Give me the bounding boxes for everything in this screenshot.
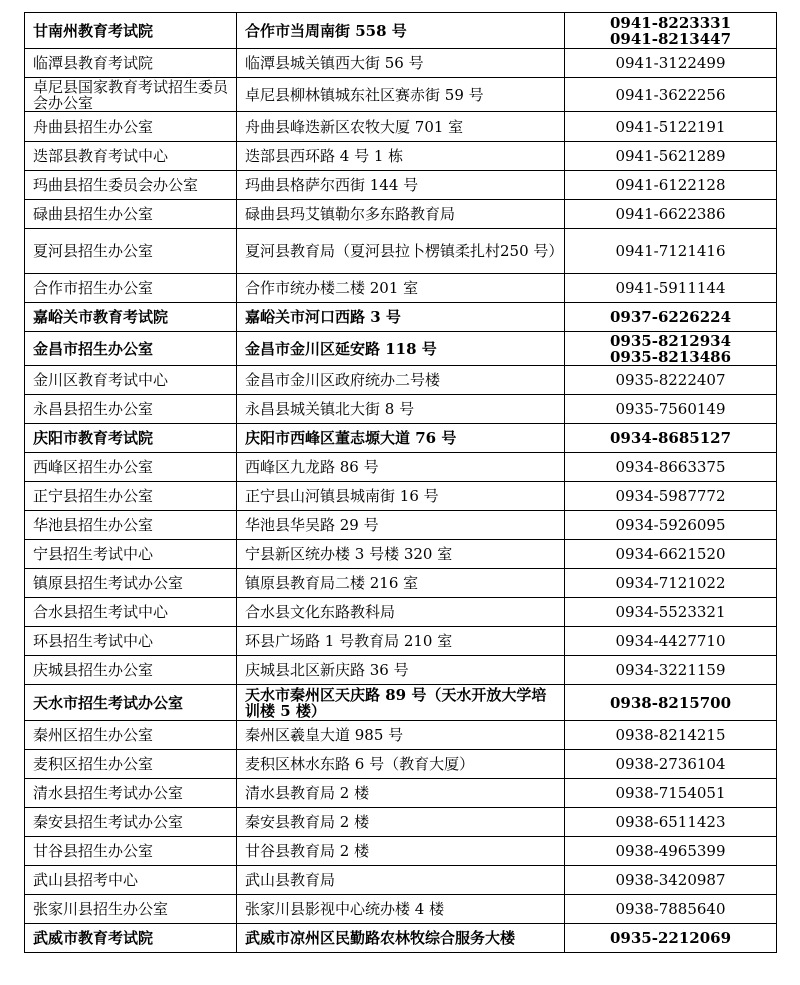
table-row (25, 721, 777, 750)
phone-number: 0935-7560149 (615, 400, 726, 418)
phone-number: 0941-3122499 (615, 54, 726, 72)
cell-phone (565, 685, 777, 721)
phone-number: 0941-5122191 (615, 117, 726, 136)
table-row (25, 779, 777, 808)
cell-organization: 华池县招生办公室 (25, 511, 237, 540)
cell-address: 金昌市金川区政府统办二号楼 (237, 366, 565, 395)
cell-phone (565, 808, 777, 837)
cell-organization: 麦积区招生办公室 (25, 750, 237, 779)
cell-organization: 武威市教育考试院 (25, 924, 237, 953)
cell-phone (565, 424, 777, 453)
cell-organization: 舟曲县招生办公室 (25, 112, 237, 142)
cell-organization: 甘南州教育考试院 (25, 13, 237, 49)
table-row (25, 511, 777, 540)
cell-organization: 宁县招生考试中心 (25, 540, 237, 569)
cell-organization: 镇原县招生考试办公室 (25, 569, 237, 598)
cell-phone (565, 569, 777, 598)
phone-number: 0935-8213486 (609, 347, 732, 366)
table-body (25, 13, 777, 953)
phone-number: 0938-8214215 (615, 726, 726, 744)
phone-number: 0938-4965399 (615, 842, 726, 860)
cell-address: 麦积区林水东路 6 号（教育大厦） (237, 750, 565, 779)
cell-address: 华池县华吴路 29 号 (237, 511, 565, 540)
cell-phone (565, 598, 777, 627)
cell-organization: 环县招生考试中心 (25, 627, 237, 656)
table-row (25, 229, 777, 274)
phone-number: 0934-5926095 (615, 516, 726, 534)
phone-number: 0938-3420987 (615, 871, 726, 889)
cell-address: 临潭县城关镇西大街 56 号 (237, 49, 565, 78)
cell-phone (565, 274, 777, 303)
table-row (25, 598, 777, 627)
phone-number: 0938-2736104 (615, 755, 726, 773)
cell-organization: 玛曲县招生委员会办公室 (25, 171, 237, 200)
cell-organization: 夏河县招生办公室 (25, 229, 237, 274)
cell-organization: 卓尼县国家教育考试招生委员会办公室 (25, 78, 237, 112)
cell-address: 甘谷县教育局 2 楼 (237, 837, 565, 866)
cell-address: 秦州区羲皇大道 985 号 (237, 721, 565, 750)
cell-phone (565, 366, 777, 395)
cell-address: 清水县教育局 2 楼 (237, 779, 565, 808)
phone-number: 0935-8222407 (615, 371, 726, 389)
phone-number: 0934-6621520 (615, 545, 726, 563)
cell-address: 张家川县影视中心统办楼 4 楼 (237, 895, 565, 924)
cell-address: 舟曲县峰迭新区农牧大厦 701 室 (237, 112, 565, 142)
table-row (25, 569, 777, 598)
phone-number: 0938-7885640 (615, 900, 726, 918)
cell-organization: 张家川县招生办公室 (25, 895, 237, 924)
phone-number: 0941-3622256 (615, 85, 726, 104)
phone-number: 0941-6122128 (615, 176, 726, 194)
table-row (25, 627, 777, 656)
cell-address: 正宁县山河镇县城南街 16 号 (237, 482, 565, 511)
cell-address: 嘉峪关市河口西路 3 号 (237, 303, 565, 332)
cell-organization: 天水市招生考试办公室 (25, 685, 237, 721)
table-row (25, 274, 777, 303)
phone-number: 0934-4427710 (615, 632, 726, 650)
table-row (25, 924, 777, 953)
cell-address: 环县广场路 1 号教育局 210 室 (237, 627, 565, 656)
table-row (25, 142, 777, 171)
cell-organization: 合水县招生考试中心 (25, 598, 237, 627)
cell-organization: 合作市招生办公室 (25, 274, 237, 303)
table-row (25, 685, 777, 721)
cell-address: 合作市统办楼二楼 201 室 (237, 274, 565, 303)
cell-phone (565, 895, 777, 924)
cell-phone (565, 229, 777, 274)
cell-address: 迭部县西环路 4 号 1 栋 (237, 142, 565, 171)
table-row (25, 332, 777, 366)
phone-number: 0934-5987772 (615, 487, 726, 505)
phone-number: 0935-8212934 (609, 331, 732, 350)
cell-phone (565, 540, 777, 569)
table-row (25, 656, 777, 685)
cell-address: 武山县教育局 (237, 866, 565, 895)
cell-organization: 永昌县招生办公室 (25, 395, 237, 424)
cell-address: 合水县文化东路教科局 (237, 598, 565, 627)
table-row (25, 112, 777, 142)
cell-phone (565, 482, 777, 511)
cell-address: 夏河县教育局（夏河县拉卜楞镇柔扎村250 号） (237, 229, 565, 274)
cell-organization: 武山县招考中心 (25, 866, 237, 895)
cell-organization: 秦州区招生办公室 (25, 721, 237, 750)
cell-phone (565, 627, 777, 656)
cell-phone (565, 837, 777, 866)
table-row (25, 808, 777, 837)
table-row (25, 540, 777, 569)
cell-phone (565, 200, 777, 229)
table-row (25, 171, 777, 200)
cell-organization: 金昌市招生办公室 (25, 332, 237, 366)
table-row (25, 303, 777, 332)
phone-number: 0941-8223331 (609, 13, 732, 32)
phone-number: 0934-7121022 (615, 574, 726, 592)
cell-phone (565, 303, 777, 332)
cell-organization: 庆阳市教育考试院 (25, 424, 237, 453)
table-row (25, 13, 777, 49)
cell-address: 西峰区九龙路 86 号 (237, 453, 565, 482)
cell-phone (565, 721, 777, 750)
cell-phone (565, 171, 777, 200)
cell-phone (565, 511, 777, 540)
cell-address: 宁县新区统办楼 3 号楼 320 室 (237, 540, 565, 569)
cell-phone (565, 112, 777, 142)
cell-organization: 清水县招生考试办公室 (25, 779, 237, 808)
phone-number: 0938-7154051 (615, 784, 726, 802)
cell-organization: 西峰区招生办公室 (25, 453, 237, 482)
phone-number: 0941-6622386 (615, 205, 726, 223)
cell-address: 天水市秦州区天庆路 89 号（天水开放大学培训楼 5 楼） (237, 685, 565, 721)
cell-organization: 临潭县教育考试院 (25, 49, 237, 78)
cell-address: 镇原县教育局二楼 216 室 (237, 569, 565, 598)
cell-address: 卓尼县柳林镇城东社区赛赤街 59 号 (237, 78, 565, 112)
cell-organization: 迭部县教育考试中心 (25, 142, 237, 171)
cell-organization: 金川区教育考试中心 (25, 366, 237, 395)
phone-number: 0938-8215700 (609, 693, 732, 712)
cell-phone (565, 750, 777, 779)
cell-address: 合作市当周南街 558 号 (237, 13, 565, 49)
phone-number: 0934-3221159 (615, 661, 726, 679)
phone-number: 0938-6511423 (615, 813, 726, 831)
table-row (25, 424, 777, 453)
table-row (25, 453, 777, 482)
phone-number: 0934-5523321 (615, 603, 726, 621)
cell-address: 武威市凉州区民勤路农林牧综合服务大楼 (237, 924, 565, 953)
table-row (25, 78, 777, 112)
cell-address: 碌曲县玛艾镇勒尔多东路教育局 (237, 200, 565, 229)
cell-phone (565, 142, 777, 171)
cell-address: 庆城县北区新庆路 36 号 (237, 656, 565, 685)
cell-phone (565, 924, 777, 953)
cell-phone (565, 656, 777, 685)
cell-phone (565, 49, 777, 78)
cell-phone (565, 779, 777, 808)
phone-number: 0934-8685127 (609, 429, 732, 447)
table-row (25, 395, 777, 424)
cell-organization: 嘉峪关市教育考试院 (25, 303, 237, 332)
cell-organization: 正宁县招生办公室 (25, 482, 237, 511)
phone-number: 0941-8213447 (609, 29, 732, 48)
table-row (25, 482, 777, 511)
cell-phone (565, 453, 777, 482)
cell-phone (565, 332, 777, 366)
phone-number: 0941-5621289 (615, 147, 726, 165)
phone-number: 0935-2212069 (609, 929, 732, 947)
cell-address: 永昌县城关镇北大街 8 号 (237, 395, 565, 424)
cell-organization: 甘谷县招生办公室 (25, 837, 237, 866)
cell-phone (565, 866, 777, 895)
cell-phone (565, 395, 777, 424)
phone-number: 0934-8663375 (615, 458, 726, 476)
table-row (25, 49, 777, 78)
cell-address: 玛曲县格萨尔西街 144 号 (237, 171, 565, 200)
phone-number: 0937-6226224 (609, 308, 732, 326)
cell-organization: 庆城县招生办公室 (25, 656, 237, 685)
table-row (25, 200, 777, 229)
cell-address: 庆阳市西峰区董志塬大道 76 号 (237, 424, 565, 453)
cell-organization: 碌曲县招生办公室 (25, 200, 237, 229)
phone-number: 0941-7121416 (615, 242, 726, 260)
table-row (25, 895, 777, 924)
cell-address: 秦安县教育局 2 楼 (237, 808, 565, 837)
table-row (25, 750, 777, 779)
contact-table (24, 12, 777, 953)
table-row (25, 837, 777, 866)
table-row (25, 866, 777, 895)
cell-address: 金昌市金川区延安路 118 号 (237, 332, 565, 366)
table-row (25, 366, 777, 395)
cell-phone (565, 78, 777, 112)
cell-phone (565, 13, 777, 49)
cell-organization: 秦安县招生考试办公室 (25, 808, 237, 837)
phone-number: 0941-5911144 (615, 279, 726, 297)
